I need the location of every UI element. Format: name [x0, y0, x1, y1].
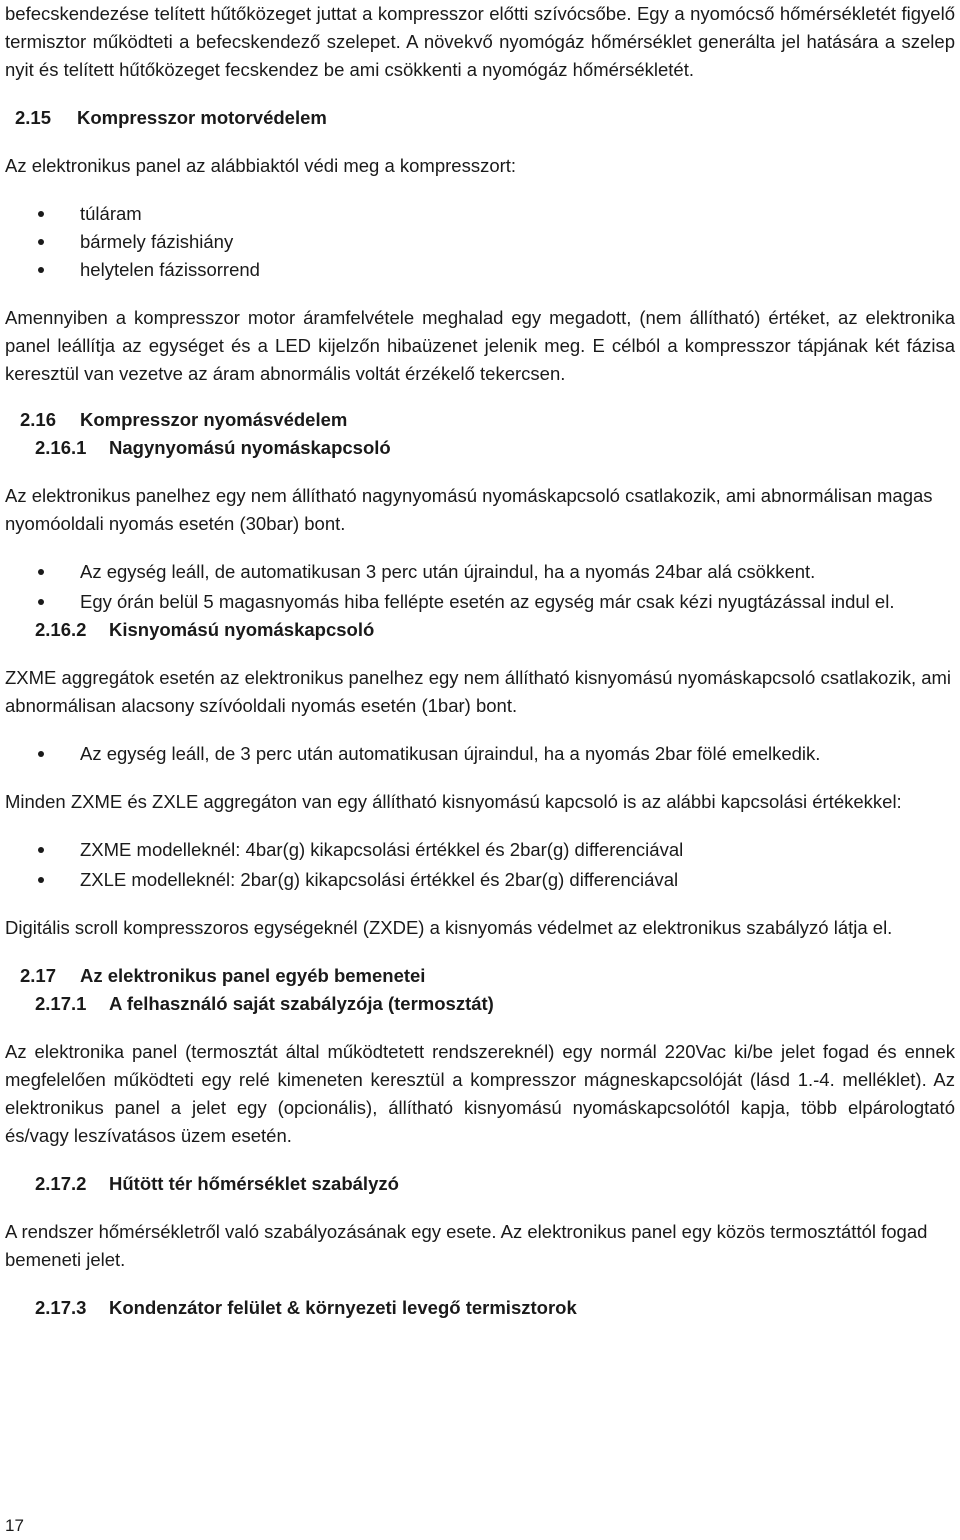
switch-values-list	[5, 836, 955, 894]
list-item: helytelen fázissorrend	[5, 256, 955, 284]
heading-number: 2.15	[15, 107, 52, 128]
list-item: Az egység leáll, de 3 perc után automatikusan újraindul, ha a nyomás 2bar fölé emelkedik.	[5, 740, 955, 768]
list-item: Az egység leáll, de automatikusan 3 perc után újraindul, ha a nyomás 24bar alá csökkent.	[5, 558, 955, 586]
heading-title: A felhasználó saját szabályzója (termosztát)	[109, 993, 494, 1014]
list-item: ZXME modelleknél: 4bar(g) kikapcsolási értékkel és 2bar(g) differenciával	[5, 836, 955, 864]
heading-title: Kisnyomású nyomáskapcsoló	[109, 619, 375, 640]
heading-title: Hűtött tér hőmérséklet szabályzó	[109, 1173, 399, 1194]
heading-number: 2.17.3	[35, 1297, 87, 1318]
high-pressure-paragraph: Az elektronikus panelhez egy nem állítható nagynyomású nyomáskapcsoló csatlakozik, ami abnormálisan magas nyomóoldali nyomás esetén (30bar) bont.	[5, 485, 933, 534]
heading-title: Az elektronikus panel egyéb bemenetei	[80, 965, 426, 986]
document-page	[5, 0, 955, 1322]
heading-2-17	[5, 962, 955, 990]
motor-protection-list	[5, 200, 955, 284]
room-temperature-paragraph: A rendszer hőmérsékletről való szabályozásának egy esete. Az elektronikus panel egy közös termosztáttól fogad bemeneti jelet.	[5, 1221, 928, 1270]
list-item: bármely fázishiány	[5, 228, 955, 256]
heading-number: 2.17	[20, 965, 57, 986]
adjustable-switch-paragraph: Minden ZXME és ZXLE aggregáton van egy állítható kisnyomású kapcsoló is az alábbi kapcsolási értékekkel:	[5, 791, 902, 812]
list-item: ZXLE modelleknél: 2bar(g) kikapcsolási értékkel és 2bar(g) differenciával	[5, 866, 955, 894]
list-item: Egy órán belül 5 magasnyomás hiba fellépte esetén az egység már csak kézi nyugtázással indul el.	[5, 588, 955, 616]
heading-2-17-2	[5, 1170, 955, 1198]
motor-protection-paragraph: Amennyiben a kompresszor motor áramfelvétele meghalad egy megadott, (nem állítható) értéket, az elektronika panel leállítja az egységet és a LED kijelzőn hibaüzenet jelenik meg. E célból a kompresszor tápjának két fázisa keresztül van vezetve az áram abnormális voltát érzékelő tekercsen.	[5, 307, 955, 384]
heading-2-16-2	[5, 616, 955, 644]
heading-2-15	[5, 104, 955, 132]
heading-title: Nagynyomású nyomáskapcsoló	[109, 437, 391, 458]
heading-2-16	[5, 406, 955, 434]
digital-scroll-paragraph: Digitális scroll kompresszoros egységeknél (ZXDE) a kisnyomás védelmet az elektronikus szabályzó látja el.	[5, 917, 893, 938]
heading-number: 2.17.1	[35, 993, 87, 1014]
heading-number: 2.16.1	[35, 437, 87, 458]
heading-2-17-3	[5, 1294, 955, 1322]
heading-title: Kompresszor nyomásvédelem	[80, 409, 348, 430]
heading-title: Kondenzátor felület & környezeti levegő termisztorok	[109, 1297, 577, 1318]
motor-protection-lead: Az elektronikus panel az alábbiaktól védi meg a kompresszort:	[5, 155, 517, 176]
heading-2-17-1	[5, 990, 955, 1018]
heading-2-16-1	[5, 434, 955, 462]
heading-number: 2.17.2	[35, 1173, 87, 1194]
low-pressure-list	[5, 740, 955, 768]
heading-number: 2.16	[20, 409, 57, 430]
high-pressure-list	[5, 558, 955, 616]
heading-number: 2.16.2	[35, 619, 87, 640]
heading-title: Kompresszor motorvédelem	[77, 107, 327, 128]
thermostat-paragraph: Az elektronika panel (termosztát által működtetett rendszereknél) egy normál 220Vac ki/be jelet fogad és ennek megfelelően működteti egy relé kimeneten keresztül a kompresszor mágneskapcsolóját (lásd 1.-4. melléklet). Az elektronikus panel a jelet egy (opcionális), állítható kisnyomású nyomáskapcsolótól kapja, több elpárologtató és/vagy leszívatásos üzem esetén.	[5, 1041, 955, 1146]
low-pressure-paragraph: ZXME aggregátok esetén az elektronikus panelhez egy nem állítható kisnyomású nyomáskapcsoló csatlakozik, ami abnormálisan alacsony szívóoldali nyomás esetén (1bar) bont.	[5, 667, 952, 716]
page-number: 17	[5, 1516, 24, 1535]
intro-paragraph: befecskendezése telített hűtőközeget juttat a kompresszor előtti szívócsőbe. Egy a nyomócső hőmérsékletét figyelő termisztor működteti a befecskendező szelepet. A növekvő nyomógáz hőmérséklet generálta jel hatására a szelep nyit és telített hűtőközeget fecskendez be ami csökkenti a nyomógáz hőmérsékletét.	[5, 3, 955, 80]
list-item: túláram	[5, 200, 955, 228]
